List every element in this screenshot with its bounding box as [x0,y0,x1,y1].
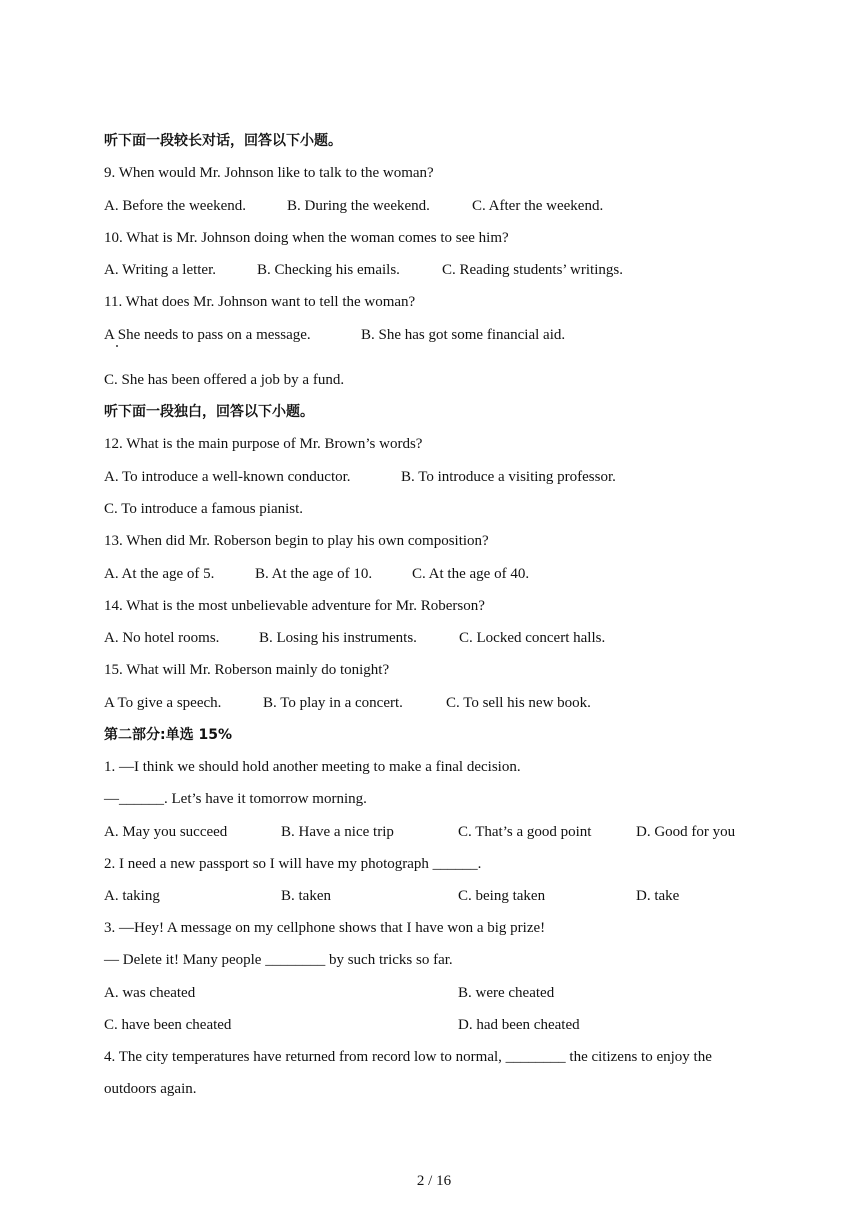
p2-question-2-option-c: C. being taken [458,888,546,904]
p2-question-4-stem-1: 4. The city temperatures have returned from record low to normal, ________ the citizens to enjoy the [104,1049,712,1065]
p2-question-1-stem-2: —______. Let’s have it tomorrow morning. [104,791,367,807]
section-header-long-dialogue: 听下面一段较长对话，回答以下小题。 [104,133,342,149]
p2-question-1-option-c: C. That’s a good point [458,824,592,840]
question-10-option-a: A. Writing a letter. [104,262,217,278]
question-14-option-b: B. Losing his instruments. [259,630,417,646]
page-number: 2 / 16 [416,1173,452,1189]
question-10-stem: 10. What is Mr. Johnson doing when the woman comes to see him? [104,230,509,246]
p2-question-2-stem: 2. I need a new passport so I will have my photograph ______. [104,856,482,872]
question-11-stem: 11. What does Mr. Johnson want to tell the woman? [104,294,416,310]
question-10-option-c: C. Reading students’ writings. [442,262,623,278]
stray-dot-mark [116,345,118,347]
question-13-option-a: A. At the age of 5. [104,566,215,582]
question-14-option-a: A. No hotel rooms. [104,630,220,646]
p2-question-2-option-d: D. take [636,888,680,904]
p2-question-3-option-d: D. had been cheated [458,1017,580,1033]
question-10-option-b: B. Checking his emails. [257,262,400,278]
section-header-monologue: 听下面一段独白，回答以下小题。 [104,404,314,420]
p2-question-3-stem-1: 3. —Hey! A message on my cellphone shows that I have won a big prize! [104,920,546,936]
question-9-option-a: A. Before the weekend. [104,198,247,214]
p2-question-2-option-a: A. taking [104,888,160,904]
p2-question-3-option-b: B. were cheated [458,985,555,1001]
p2-question-3-option-c: C. have been cheated [104,1017,232,1033]
question-9-stem: 9. When would Mr. Johnson like to talk to the woman? [104,165,434,181]
question-15-option-a: A To give a speech. [104,695,222,711]
question-9-option-c: C. After the weekend. [472,198,604,214]
p2-question-1-option-d: D. Good for you [636,824,736,840]
p2-question-4-stem-2: outdoors again. [104,1081,197,1097]
p2-question-2-option-b: B. taken [281,888,331,904]
question-9-option-b: B. During the weekend. [287,198,430,214]
question-13-stem: 13. When did Mr. Roberson begin to play his own composition? [104,533,489,549]
question-12-option-b: B. To introduce a visiting professor. [401,469,616,485]
question-12-option-c: C. To introduce a famous pianist. [104,501,304,517]
section-header-part2: 第二部分:单选 15% [104,727,232,743]
question-13-option-c: C. At the age of 40. [412,566,530,582]
question-12-option-a: A. To introduce a well-known conductor. [104,469,351,485]
p2-question-1-option-a: A. May you succeed [104,824,228,840]
question-14-option-c: C. Locked concert halls. [459,630,606,646]
question-11-option-b: B. She has got some financial aid. [361,327,566,343]
question-15-stem: 15. What will Mr. Roberson mainly do tonight? [104,662,390,678]
question-15-option-b: B. To play in a concert. [263,695,403,711]
p2-question-1-option-b: B. Have a nice trip [281,824,394,840]
question-11-option-a: A She needs to pass on a message. [104,327,311,343]
question-11-option-c: C. She has been offered a job by a fund. [104,372,345,388]
p2-question-3-option-a: A. was cheated [104,985,196,1001]
p2-question-1-stem-1: 1. —I think we should hold another meeting to make a final decision. [104,759,521,775]
question-15-option-c: C. To sell his new book. [446,695,591,711]
question-13-option-b: B. At the age of 10. [255,566,373,582]
p2-question-3-stem-2: — Delete it! Many people ________ by such tricks so far. [104,952,453,968]
question-14-stem: 14. What is the most unbelievable adventure for Mr. Roberson? [104,598,485,614]
question-12-stem: 12. What is the main purpose of Mr. Brown’s words? [104,436,423,452]
